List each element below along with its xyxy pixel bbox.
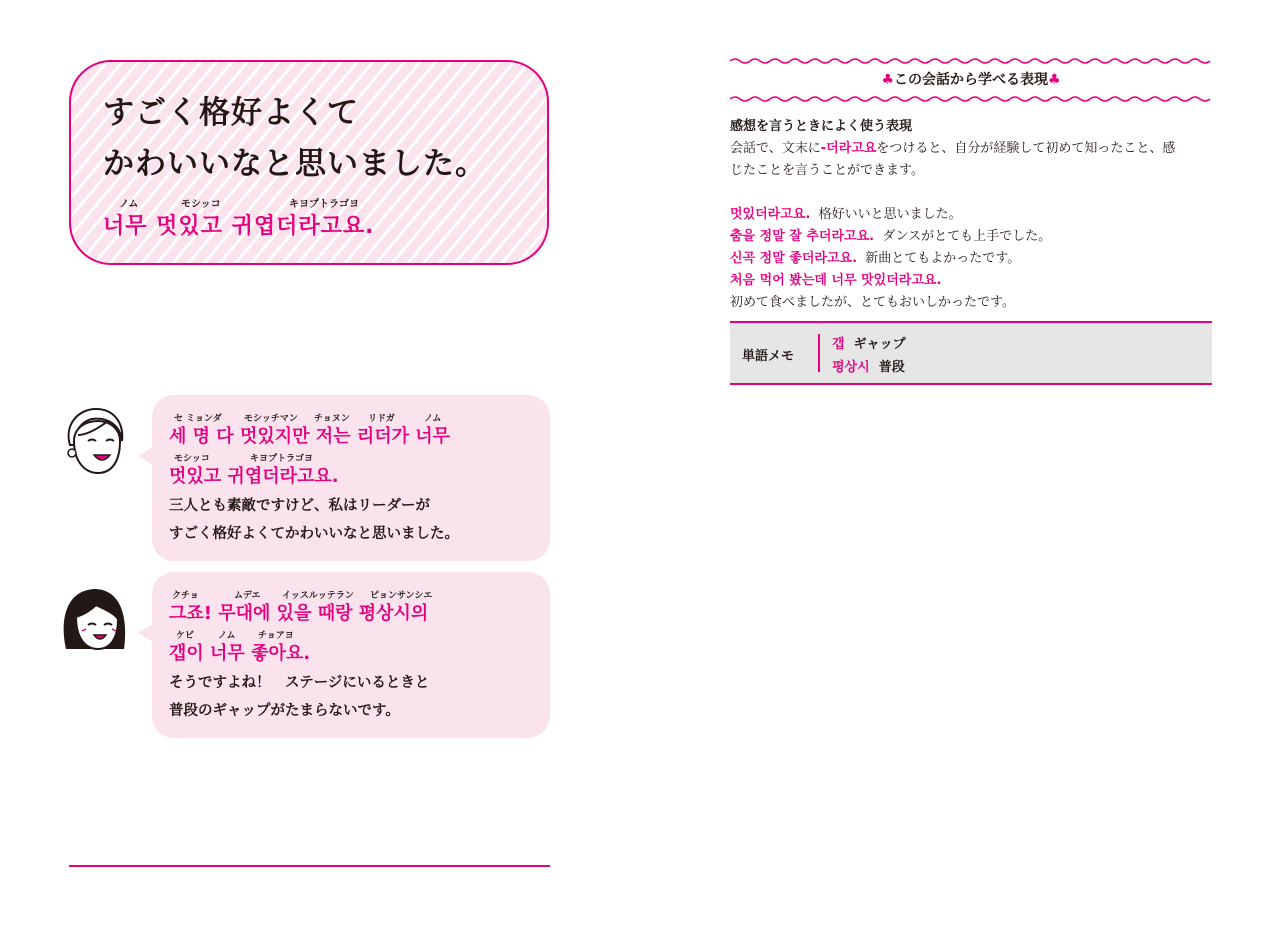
intro-text: 会話で、文末に — [730, 141, 821, 156]
example-korean: 신곡 정말 좋더라고요. — [730, 251, 858, 266]
ruby-text: イッスルッテラン — [282, 591, 354, 601]
expressions-intro-line-2: じたことを言うことができます。 — [730, 163, 924, 178]
expressions-header — [730, 57, 1212, 103]
club-icon: ♣ — [1048, 72, 1061, 88]
example-4-japanese: 初めて食べましたが、とてもおいしかったです。 — [730, 295, 1015, 310]
key-phrase-box — [69, 60, 549, 265]
dialog-korean-line-2: 멋있고 귀엽더라고요. — [169, 466, 339, 487]
ruby-text: チョヌン — [314, 414, 350, 424]
speaker-short-hair-avatar — [58, 405, 130, 477]
key-phrase-korean: 너무 멋있고 귀엽더라고요. — [103, 214, 375, 239]
memo-korean: 갭 — [832, 337, 845, 352]
ruby-text: モシッコ — [174, 454, 210, 464]
memo-item-1 — [832, 333, 906, 352]
example-japanese: ダンスがとても上手でした。 — [882, 229, 1052, 244]
expressions-title — [730, 69, 1212, 89]
ruby-text: チョアヨ — [258, 631, 294, 641]
ruby-text: モシッコ — [181, 199, 221, 210]
example-3 — [730, 247, 1020, 266]
example-japanese: 新曲とてもよかったです。 — [865, 251, 1021, 266]
dialog-bubble-1 — [152, 395, 550, 561]
ruby-text: クチョ — [172, 591, 199, 601]
speaker-long-hair-avatar — [58, 583, 130, 655]
ruby-text: ノム — [119, 199, 139, 210]
example-2 — [730, 225, 1051, 244]
ruby-text: セ ミョンダ — [174, 414, 222, 424]
ruby-text: ピョンサンシエ — [370, 591, 433, 601]
dialog-japanese-line-1: そうですよね！ ステージにいるときと — [169, 675, 430, 691]
ruby-text: キヨプトラゴヨ — [289, 199, 359, 210]
dialog-bubble-2 — [152, 572, 550, 738]
key-phrase-japanese — [103, 88, 487, 190]
example-1 — [730, 203, 962, 222]
grammar-ending: -더라고요 — [820, 141, 877, 156]
ruby-text: リドガ — [368, 414, 395, 424]
key-phrase-japanese-line-1: すごく格好よくて — [103, 95, 359, 131]
ruby-text: ムデエ — [234, 591, 261, 601]
ruby-text: ノム — [218, 631, 236, 641]
bubble-tail — [138, 624, 153, 642]
dialog-japanese-line-2: 普段のギャップがたまらないです。 — [169, 703, 400, 719]
memo-label: 単語メモ — [742, 349, 795, 364]
dialog-japanese-line-2: すごく格好よくてかわいいなと思いました。 — [169, 526, 459, 542]
memo-korean: 평상시 — [832, 360, 870, 375]
expressions-title-text: この会話から学べる表現 — [894, 72, 1048, 88]
example-korean: 춤을 정말 잘 추더라고요. — [730, 229, 875, 244]
club-icon: ♣ — [881, 72, 894, 88]
ruby-text: キヨプトラゴヨ — [250, 454, 314, 464]
memo-japanese: 普段 — [878, 360, 905, 375]
key-phrase-japanese-line-2: かわいいなと思いました。 — [103, 146, 487, 182]
memo-divider — [818, 334, 820, 372]
memo-item-2 — [832, 356, 905, 375]
dialog-korean-line-2: 갭이 너무 좋아요. — [169, 643, 311, 664]
dialog-korean-line-1: 세 명 다 멋있지만 저는 리더가 너무 — [169, 426, 451, 447]
example-korean: 멋있더라고요. — [730, 207, 811, 222]
ruby-text: ノム — [424, 414, 442, 424]
page-bottom-rule — [69, 865, 550, 867]
ruby-text: ケビ — [176, 631, 195, 641]
expressions-subtitle: 感想を言うときによく使う表現 — [730, 119, 913, 134]
expressions-intro-line-1 — [730, 137, 1175, 156]
dialog-korean-line-1: 그죠! 무대에 있을 때랑 평상시의 — [169, 603, 429, 624]
memo-japanese: ギャップ — [853, 337, 906, 352]
vocabulary-memo — [730, 321, 1212, 385]
example-japanese: 格好いいと思いました。 — [818, 207, 962, 222]
example-4-korean — [730, 269, 941, 288]
ruby-text: モシッチマン — [244, 414, 298, 424]
intro-text: をつけると、自分が経験して初めて知ったこと、感 — [876, 141, 1176, 156]
bubble-tail — [138, 447, 153, 465]
example-korean: 처음 먹어 봤는데 너무 맛있더라고요. — [730, 273, 942, 288]
dialog-japanese-line-1: 三人とも素敵ですけど、私はリーダーが — [169, 498, 430, 514]
